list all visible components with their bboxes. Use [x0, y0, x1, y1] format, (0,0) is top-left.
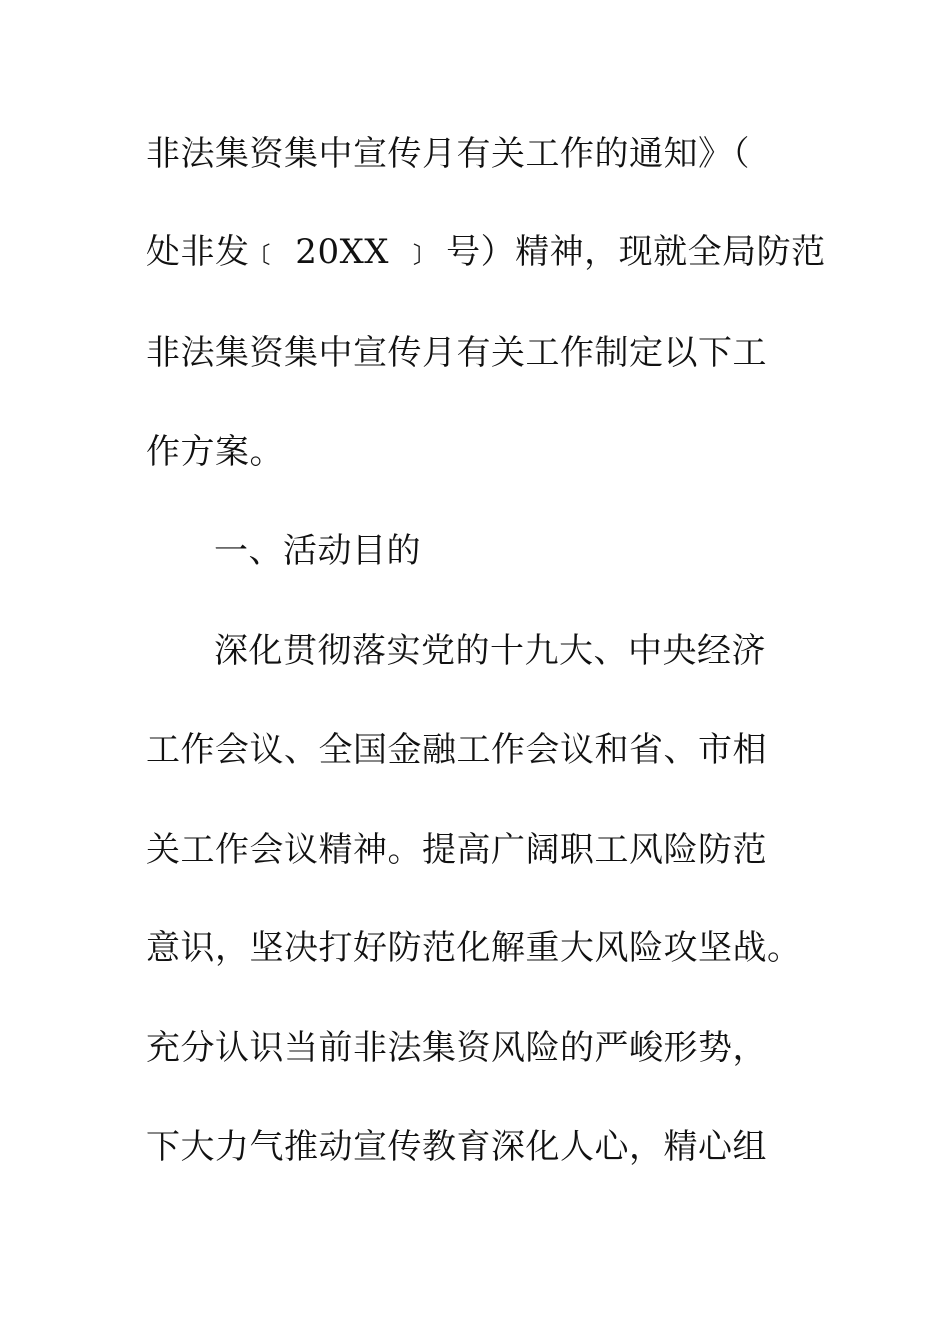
body-text-line: 非法集资集中宣传月有关工作的通知》（: [146, 134, 750, 174]
body-text-line: 深化贯彻落实党的十九大、中央经济: [214, 631, 766, 671]
section-heading: 一、活动目的: [214, 531, 421, 571]
body-text-line: 充分认识当前非法集资风险的严峻形势，: [146, 1028, 767, 1068]
body-text-line: 处非发﹝ 20XX ﹞ 号）精神，现就全局防范: [146, 232, 826, 272]
body-text-line: 意识，坚决打好防范化解重大风险攻坚战。: [146, 928, 802, 968]
body-text-line: 作方案。: [146, 432, 284, 472]
body-text-line: 下大力气推动宣传教育深化人心，精心组: [146, 1127, 767, 1167]
body-text-line: 非法集资集中宣传月有关工作制定以下工: [146, 333, 767, 373]
body-text-line: 关工作会议精神。提高广阔职工风险防范: [146, 830, 767, 870]
body-text-line: 工作会议、全国金融工作会议和省、市相: [146, 730, 767, 770]
